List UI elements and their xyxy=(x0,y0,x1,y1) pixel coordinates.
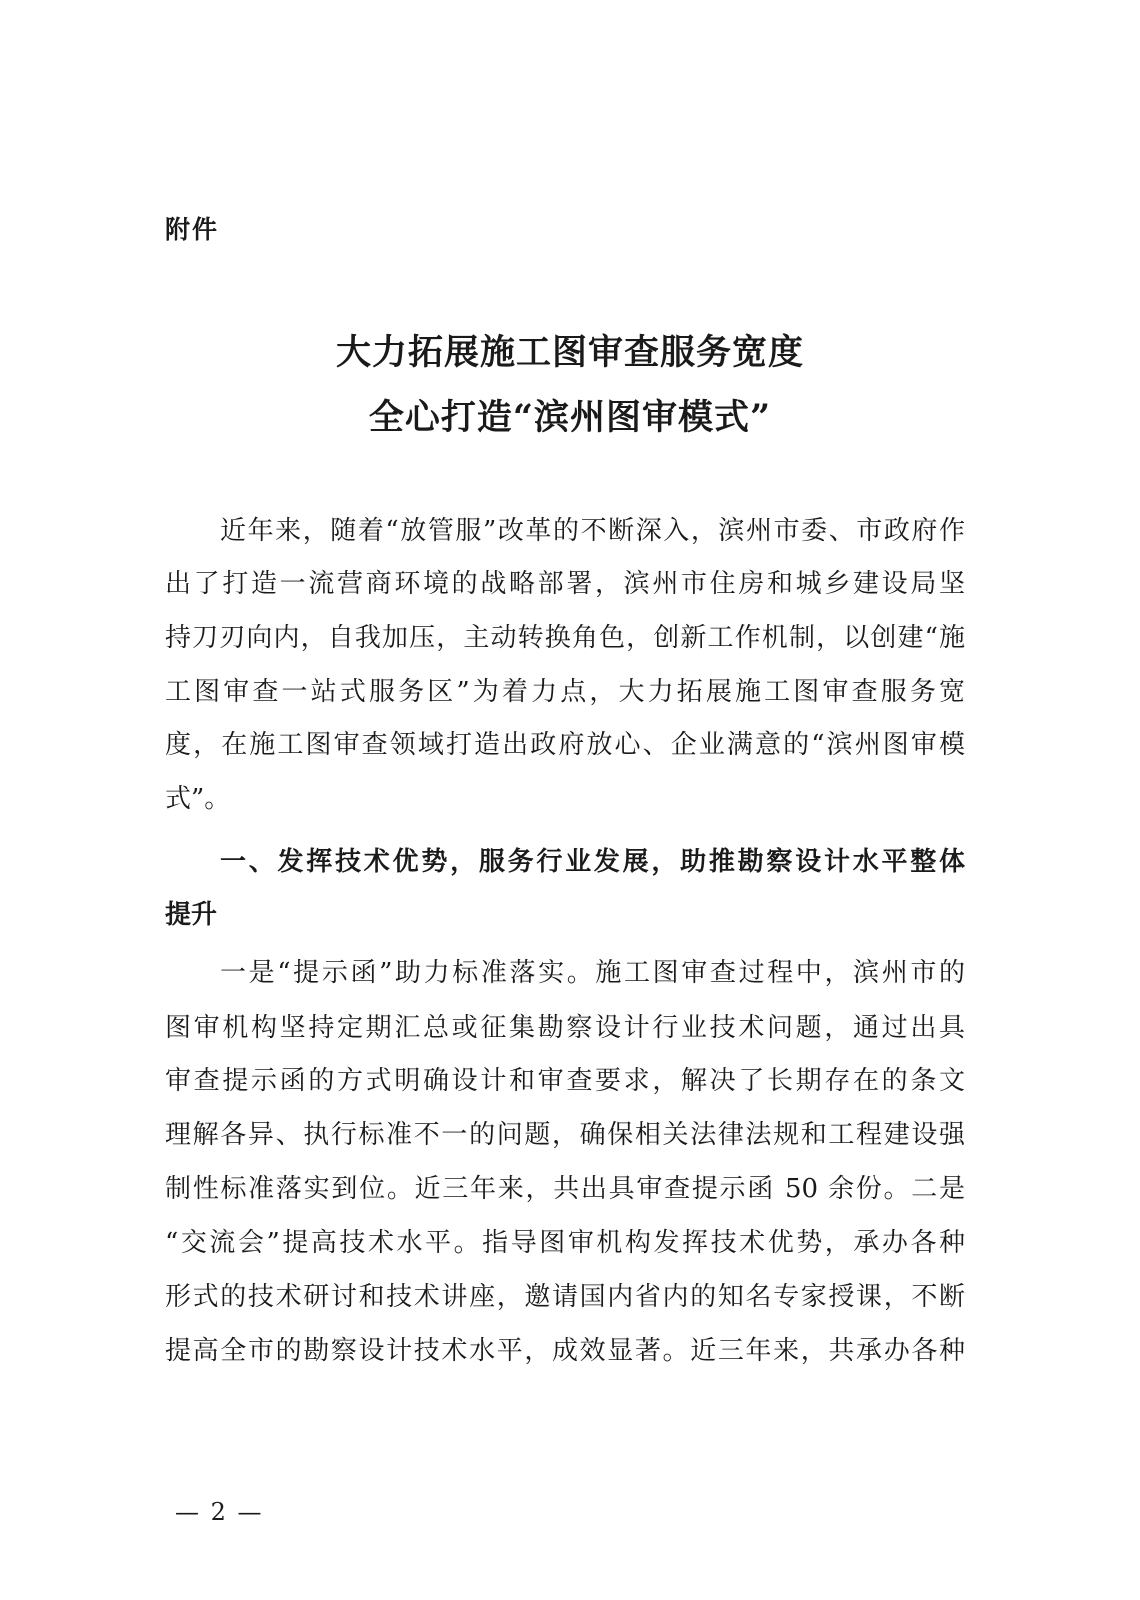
paragraph-line: 提高全市的勘察设计技术水平，成效显著。近三年来，共承办各种 xyxy=(165,1336,965,1366)
section-heading: 一、发挥技术优势，服务行业发展，助推勘察设计水平整体 xyxy=(220,847,965,877)
section-heading: 提升 xyxy=(165,900,218,930)
paragraph-line: 持刀刃向内，自我加压，主动转换角色，创新工作机制，以创建“施 xyxy=(165,623,965,653)
page-number: — 2 — xyxy=(175,1498,264,1526)
paragraph-line: “交流会”提高技术水平。指导图审机构发挥技术优势，承办各种 xyxy=(165,1228,965,1258)
attachment-label: 附件 xyxy=(165,215,220,244)
paragraph-line: 形式的技术研讨和技术讲座，邀请国内省内的知名专家授课，不断 xyxy=(165,1282,965,1312)
paragraph-line: 图审机构坚持定期汇总或征集勘察设计行业技术问题，通过出具 xyxy=(165,1013,965,1043)
paragraph-line: 理解各异、执行标准不一的问题，确保相关法律法规和工程建设强 xyxy=(165,1120,965,1150)
document-title-line-2: 全心打造“滨州图审模式” xyxy=(368,397,772,438)
document-title-line-1: 大力拓展施工图审查服务宽度 xyxy=(335,332,804,373)
paragraph-line: 度，在施工图审查领域打造出政府放心、企业满意的“滨州图审模 xyxy=(165,730,965,760)
paragraph-line: 近年来，随着“放管服”改革的不断深入，滨州市委、市政府作 xyxy=(220,516,965,546)
paragraph-line: 出了打造一流营商环境的战略部署，滨州市住房和城乡建设局坚 xyxy=(165,569,965,599)
paragraph-line: 式”。 xyxy=(165,784,231,814)
paragraph-line: 审查提示函的方式明确设计和审查要求，解决了长期存在的条文 xyxy=(165,1066,965,1096)
paragraph-line: 工图审查一站式服务区”为着力点，大力拓展施工图审查服务宽 xyxy=(165,677,965,707)
paragraph-line: 一是“提示函”助力标准落实。施工图审查过程中，滨州市的 xyxy=(220,958,965,988)
paragraph-line: 制性标准落实到位。近三年来，共出具审查提示函 50 余份。二是 xyxy=(165,1174,965,1204)
